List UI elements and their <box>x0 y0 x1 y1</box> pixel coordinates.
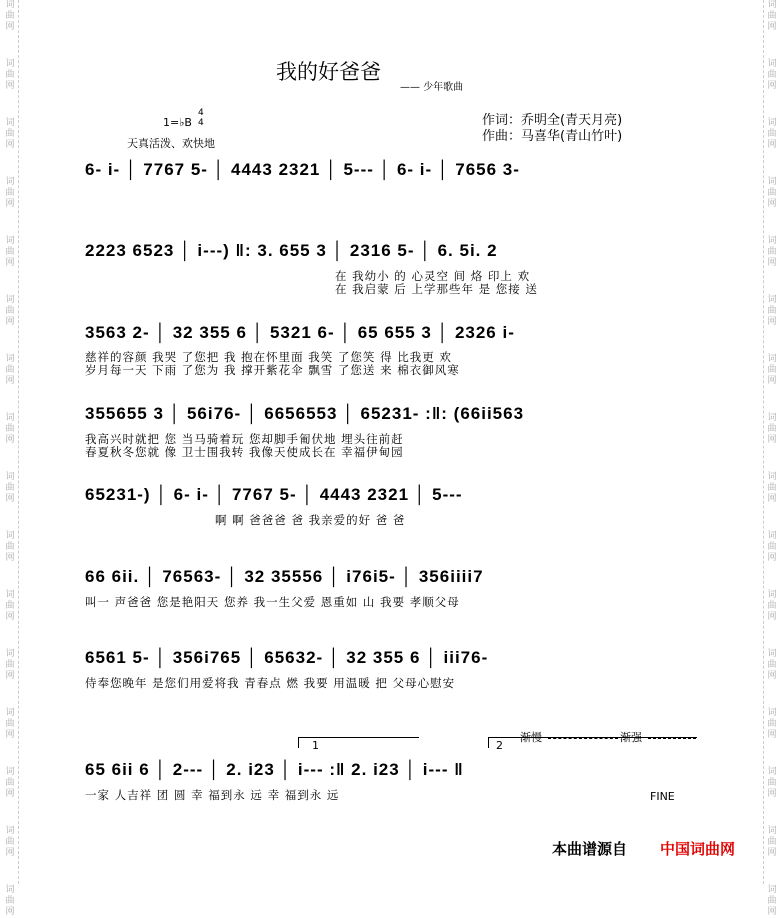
watermark-glyph: 词 曲 网 <box>5 59 15 91</box>
lyrics-row-4-verse-2: 春夏秋冬您就 像 卫士围我转 我像天使成长在 幸福伊甸园 <box>85 445 404 459</box>
watermark-glyph: 词 曲 网 <box>5 531 15 563</box>
notes-row-7: 6561 5- │ 356i765 │ 65632- │ 32 355 6 │ iii76- <box>85 648 489 667</box>
song-subtitle: —— 少年歌曲 <box>400 82 464 93</box>
lyrics-row-2-verse-1: 在 我幼小 的 心灵空 间 烙 印上 欢 <box>335 269 531 283</box>
dynamic-cresc-dashes <box>648 738 696 739</box>
composer-credit: 作曲：马喜华(青山竹叶) <box>482 129 623 144</box>
notes-row-4: 355655 3 │ 56i76- │ 6656553 │ 65231- :‖: (66ii563 <box>85 404 525 423</box>
watermark-glyph: 词 曲 网 <box>5 885 15 917</box>
watermark-glyph: 词 曲 网 <box>5 236 15 268</box>
watermark-glyph: 词 曲 网 <box>767 295 777 327</box>
watermark-glyph: 词 曲 网 <box>5 177 15 209</box>
notes-row-6: 66 6ii. │ 76563- │ 32 35556 │ i76i5- │ 356iiii7 <box>85 567 484 586</box>
watermark-glyph: 词 曲 网 <box>767 413 777 445</box>
left-watermark-strip <box>2 0 19 917</box>
volta-2-label: 2 <box>496 739 503 752</box>
dynamic-cresc-label: 渐强 <box>620 731 642 744</box>
notes-row-8: 65 6ii 6 │ 2--- │ 2. i23 │ i--- :‖ 2. i23 │ i--- ‖ <box>85 760 464 779</box>
lyrics-row-3-verse-1: 慈祥的容颜 我哭 了您把 我 抱在怀里面 我笑 了您笑 得 比我更 欢 <box>85 350 452 364</box>
notes-row-2: 2223 6523 │ i---) ‖: 3. 655 3 │ 2316 5- │ 6. 5i. 2 <box>85 241 498 260</box>
watermark-glyph: 词 曲 网 <box>5 649 15 681</box>
lyrics-row-8: 一家 人吉祥 团 圆 幸 福到永 远 幸 福到永 远 <box>85 788 340 802</box>
lyrics-row-7: 侍奉您晚年 是您们用爱将我 青春点 燃 我要 用温暖 把 父母心慰安 <box>85 676 456 690</box>
watermark-glyph: 词 曲 网 <box>767 118 777 150</box>
lyrics-row-5: 啊 啊 爸爸爸 爸 我亲爱的好 爸 爸 <box>215 513 406 527</box>
tempo-marking: 天真活泼、欢快地 <box>127 137 215 150</box>
watermark-glyph: 词 曲 网 <box>767 0 777 32</box>
watermark-glyph: 词 曲 网 <box>5 413 15 445</box>
notes-row-1: 6- i- │ 7767 5- │ 4443 2321 │ 5--- │ 6- i- │ 7656 3- <box>85 160 520 179</box>
volta-1-label: 1 <box>312 739 319 752</box>
watermark-glyph: 词 曲 网 <box>767 472 777 504</box>
time-signature <box>198 108 204 128</box>
watermark-glyph: 词 曲 网 <box>767 826 777 858</box>
watermark-glyph: 词 曲 网 <box>5 708 15 740</box>
watermark-glyph: 词 曲 网 <box>5 354 15 386</box>
lyrics-row-4-verse-1: 我高兴时就把 您 当马骑着玩 您却脚手匍伏地 埋头往前赶 <box>85 432 404 446</box>
right-watermark-strip <box>763 0 780 917</box>
dynamic-rit-label: 渐慢 <box>520 731 542 744</box>
lyrics-row-3-verse-2: 岁月每一天 下雨 了您为 我 撑开紫花伞 飘雪 了您送 来 棉衣御风寒 <box>85 363 460 377</box>
watermark-glyph: 词 曲 网 <box>767 590 777 622</box>
footer-site-link[interactable]: 中国词曲网 <box>660 840 736 858</box>
watermark-glyph: 词 曲 网 <box>5 590 15 622</box>
footer-source-text: 本曲谱源自 <box>552 840 628 858</box>
watermark-glyph: 词 曲 网 <box>767 354 777 386</box>
watermark-glyph: 词 曲 网 <box>767 531 777 563</box>
watermark-glyph: 词 曲 网 <box>5 0 15 32</box>
notes-row-5: 65231-) │ 6- i- │ 7767 5- │ 4443 2321 │ 5--- <box>85 485 463 504</box>
watermark-glyph: 词 曲 网 <box>767 59 777 91</box>
song-title: 我的好爸爸 <box>276 60 381 84</box>
watermark-glyph: 词 曲 网 <box>767 708 777 740</box>
dynamic-rit-dashes <box>548 738 618 739</box>
watermark-glyph: 词 曲 网 <box>5 826 15 858</box>
notes-row-3: 3563 2- │ 32 355 6 │ 5321 6- │ 65 655 3 │ 2326 i- <box>85 323 515 342</box>
watermark-glyph: 词 曲 网 <box>767 885 777 917</box>
lyricist-credit: 作词：乔明全(青天月亮) <box>482 113 623 128</box>
lyrics-row-2-verse-2: 在 我启蒙 后 上学那些年 是 您接 送 <box>335 282 538 296</box>
watermark-glyph: 词 曲 网 <box>5 295 15 327</box>
watermark-glyph: 词 曲 网 <box>767 177 777 209</box>
fine-marking: FINE <box>650 790 675 803</box>
lyrics-row-6: 叫一 声爸爸 您是艳阳天 您养 我一生父爱 恩重如 山 我要 孝顺父母 <box>85 595 460 609</box>
watermark-glyph: 词 曲 网 <box>767 649 777 681</box>
watermark-glyph: 词 曲 网 <box>5 767 15 799</box>
time-sig-top: 4 <box>198 108 204 118</box>
key-signature: 1=♭B <box>163 116 192 129</box>
watermark-glyph: 词 曲 网 <box>767 767 777 799</box>
time-sig-bottom: 4 <box>198 118 204 128</box>
watermark-glyph: 词 曲 网 <box>767 236 777 268</box>
watermark-glyph: 词 曲 网 <box>5 118 15 150</box>
watermark-glyph: 词 曲 网 <box>5 472 15 504</box>
